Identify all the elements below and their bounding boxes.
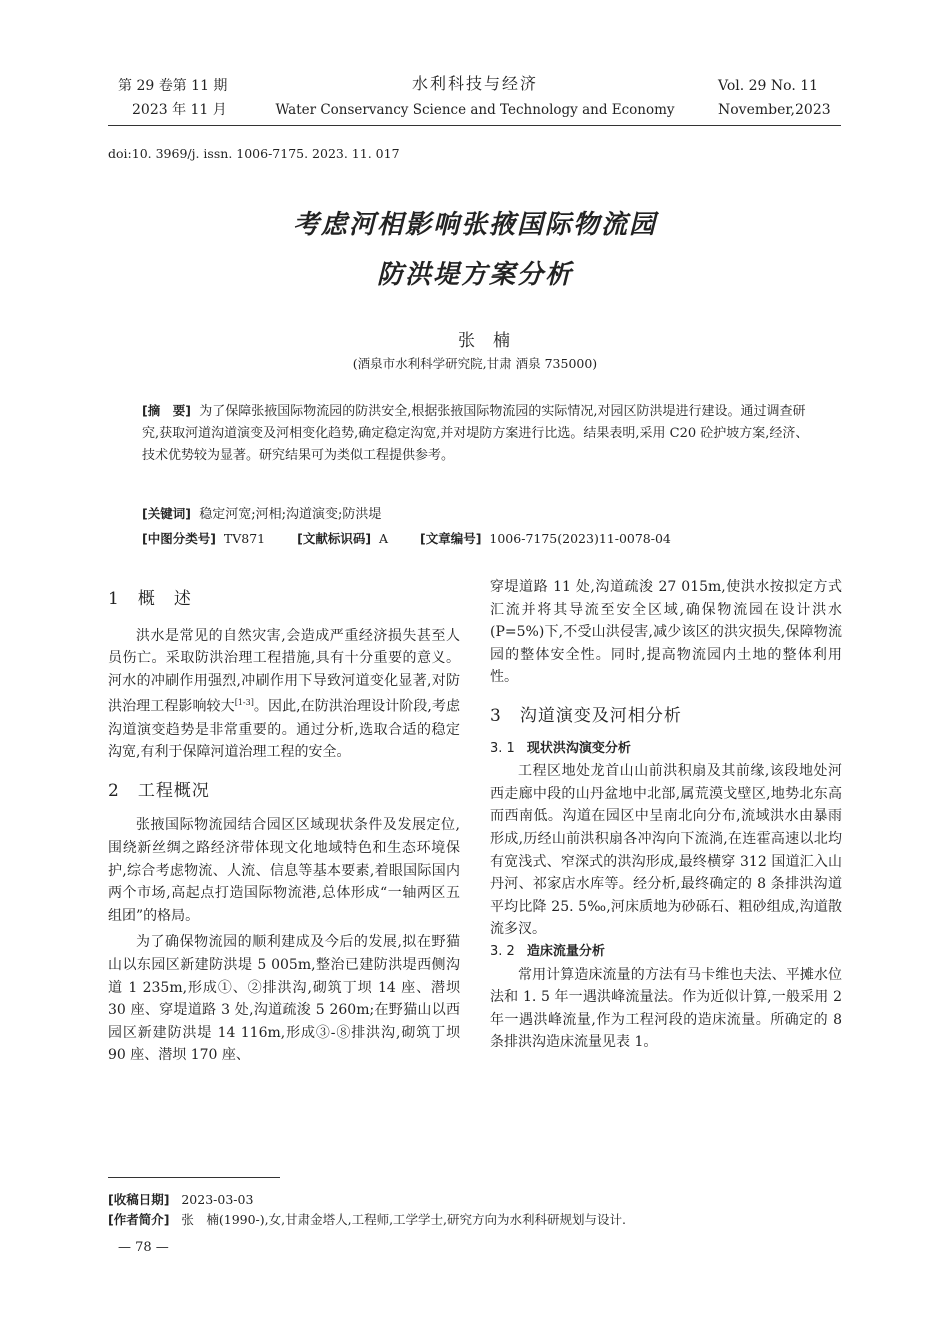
journal-title-cn: 水利科技与经济	[411, 74, 538, 93]
paper-title-line1: 考虑河相影响张掖国际物流园	[292, 210, 657, 240]
section-3-title: 3 沟道演变及河相分析	[490, 705, 682, 726]
header-rule	[108, 125, 841, 126]
keywords-text: 稳定河宽;河相;沟道演变;防洪堤	[199, 507, 382, 522]
clc-value: TV871	[223, 531, 266, 546]
received-label: [收稿日期]	[108, 1192, 170, 1207]
article-label: [文章编号]	[420, 531, 482, 546]
subsection-3-1-title: 现状洪沟演变分析	[526, 740, 631, 756]
section-1-text-a: 洪水是常见的自然灾害,会造成严重经济损失甚至人员伤亡。采取防洪治理工程措施,具有十分重要的意义。河水的冲刷作用强烈,冲刷作用下导致河道变化显著,对防洪治理工程影响较大	[108, 627, 460, 716]
subsection-3-1-number: 3. 1	[490, 740, 515, 756]
doi: doi:10. 3969/j. issn. 1006-7175. 2023. 11. 017	[108, 146, 400, 161]
abstract	[142, 400, 818, 467]
journal-title-en: Water Conservancy Science and Technology and Economy	[275, 102, 675, 118]
received-value: 2023-03-03	[181, 1192, 254, 1207]
paper-title-line2: 防洪堤方案分析	[376, 260, 573, 290]
subsection-3-2-paragraph: 常用计算造床流量的方法有马卡维也夫法、平摊水位法和 1. 5 年一遇洪峰流量法。作为近似计算,一般采用 2 年一遇洪峰流量,作为工程河段的造床流量。所确定的 8 条排洪沟造床流量见表 1。	[490, 966, 842, 1051]
article-value: 1006-7175(2023)11-0078-04	[489, 531, 671, 546]
author-bio-label: [作者简介]	[108, 1212, 170, 1227]
clc-label: [中图分类号]	[142, 531, 216, 546]
affiliation: (酒泉市水利科学研究院,甘肃 酒泉 735000)	[352, 356, 598, 371]
left-column	[108, 588, 460, 1067]
subsection-3-2-heading	[490, 941, 842, 964]
section-1-title: 1 概 述	[108, 589, 192, 609]
citation-ref: [1-3]	[234, 698, 254, 708]
header-date: 2023 年 11 月	[132, 102, 227, 118]
section-1-text-b: 。因此,在防洪治理设计阶段,考虑沟道演变趋势是非常重要的。通过分析,选取合适的稳定沟宽,有利于保障河道治理工程的安全。	[108, 699, 461, 761]
section-1-paragraph	[108, 625, 460, 764]
subsection-3-2-title: 造床流量分析	[526, 943, 605, 959]
author-bio-value: 张 楠(1990-),女,甘肃金塔人,工程师,工学学士,研究方向为水利科研规划与设计.	[181, 1212, 626, 1227]
classification	[142, 528, 818, 550]
keywords	[142, 503, 818, 526]
subsection-3-2-number: 3. 2	[490, 943, 515, 959]
received-date	[108, 1190, 253, 1208]
subsection-3-1-heading	[490, 738, 842, 761]
doc-value: A	[379, 531, 389, 546]
header-volume: 第 29 卷第 11 期	[118, 78, 228, 94]
keywords-label: [关键词]	[142, 506, 191, 521]
header-date-en: November,2023	[718, 102, 831, 118]
footnote-rule	[108, 1177, 280, 1178]
right-column	[490, 576, 842, 1054]
abstract-label: [摘 要]	[142, 403, 191, 418]
doc-label: [文献标识码]	[297, 531, 372, 546]
abstract-text: 为了保障张掖国际物流园的防洪安全,根据张掖国际物流园的实际情况,对园区防洪堤进行建设。通过调查研究,获取河道沟道演变及河相变化趋势,确定稳定沟宽,并对堤防方案进行比选。结果表明,采用 C20 砼护坡方案,经济、技术优势较为显著。研究结果可为类似工程提供参考。	[142, 404, 809, 463]
author: 张楠	[458, 331, 528, 351]
subsection-3-1-paragraph: 工程区地处龙首山山前洪积扇及其前缘,该段地处河西走廊中段的山丹盆地中北部,属荒漠戈壁区,地势北东高而西南低。沟道在园区中呈南北向分布,流域洪水由暴雨形成,历经山前洪积扇各冲沟向下流淌,在连霍高速以北均有宽浅式、窄深式的洪沟形成,最终横穿 312 国道汇入山丹河、祁家店水库等。经分析,最终确定的 8 条排洪沟道平均比降 25. 5‰,河床质地为砂砾石、粗砂组成,沟道散流多汊。	[490, 763, 842, 938]
page-number: — 78 —	[118, 1240, 169, 1255]
header-vol-en: Vol. 29 No. 11	[718, 78, 819, 94]
section-2-paragraph-1: 张掖国际物流园结合园区区域现状条件及发展定位,围绕新丝绸之路经济带体现文化地域特色和生态环境保护,综合考虑物流、人流、信息等基本要素,着眼国际国内两个市场,高起点打造国际物流港,总体形成“一轴两区五组团”的格局。	[108, 817, 460, 924]
section-2-paragraph-2: 为了确保物流园的顺利建成及今后的发展,拟在野猫山以东园区新建防洪堤 5 005m,整治已建防洪堤西侧沟道 1 235m,形成①、②排洪沟,砌筑丁坝 14 座、潜坝 30 座、穿堤道路 3 处,沟道疏浚 5 260m;在野猫山以西园区新建防洪堤 14 116m,形成③-⑧排洪沟,砌筑丁坝 90 座、潜坝 170 座、	[108, 934, 460, 1064]
section-2-paragraph-2-cont: 穿堤道路 11 处,沟道疏浚 27 015m,使洪水按拟定方式汇流并将其导流至安全区域,确保物流园在设计洪水(P=5%)下,不受山洪侵害,减少该区的洪灾损失,保障物流园的整体安全性。同时,提高物流园内土地的整体利用性。	[490, 579, 842, 686]
section-2-title: 2 工程概况	[108, 780, 210, 801]
author-bio	[108, 1210, 626, 1228]
